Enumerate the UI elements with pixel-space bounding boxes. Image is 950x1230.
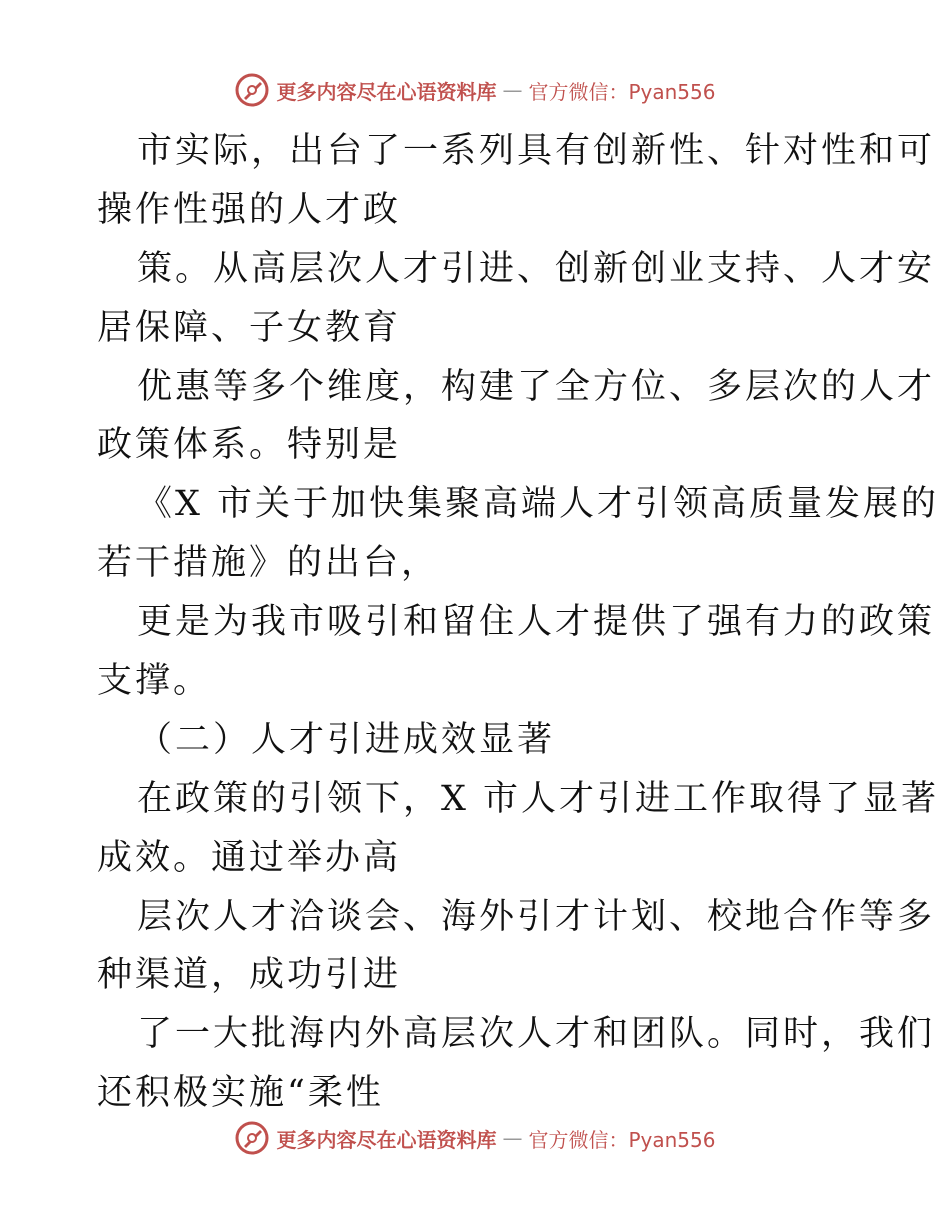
paragraph-1-line-1: 市实际，出台了一系列具有创新性、针对性和可 xyxy=(137,131,936,171)
header-watermark xyxy=(0,70,950,110)
document-body xyxy=(97,122,940,1123)
paragraph-3-line-2: 政策体系。特别是 xyxy=(97,425,402,466)
paragraph-6-line-1: 在政策的引领下，X 市人才引进工作取得了显著 xyxy=(137,778,940,819)
paragraph-2-line-2: 居保障、子女教育 xyxy=(97,307,402,348)
paragraph-4-line-1: 《X 市关于加快集聚高端人才引领高质量发展的 xyxy=(137,484,940,525)
watermark-brand: 更多内容尽在心语资料库 xyxy=(276,79,497,104)
watermark-suffix: 官方微信：Pyan556 xyxy=(528,79,716,104)
paragraph-6-line-2: 成效。通过举办高 xyxy=(97,837,402,878)
paragraph-3-line-1: 优惠等多个维度，构建了全方位、多层次的人才 xyxy=(137,366,936,407)
watermark-dash: — xyxy=(502,1126,523,1150)
paragraph-7-line-2: 种渠道，成功引进 xyxy=(97,955,402,996)
watermark-dash: — xyxy=(502,78,523,102)
paragraph-2-line-1: 策。从高层次人才引进、创新创业支持、人才安 xyxy=(137,248,936,289)
paragraph-4-line-2: 若干措施》的出台， xyxy=(97,543,440,584)
paragraph-1-line-2: 操作性强的人才政 xyxy=(97,189,402,230)
watermark-suffix: 官方微信：Pyan556 xyxy=(528,1127,716,1152)
paragraph-7-line-1: 层次人才洽谈会、海外引才计划、校地合作等多 xyxy=(137,896,936,937)
pen-logo-icon xyxy=(234,72,270,108)
pen-logo-icon xyxy=(234,1120,270,1156)
paragraph-8-line-1: 了一大批海内外高层次人才和团队。同时，我们 xyxy=(137,1014,936,1055)
paragraph-5-line-2: 支撑。 xyxy=(97,661,212,702)
watermark-brand: 更多内容尽在心语资料库 xyxy=(276,1127,497,1152)
paragraph-8-line-2: 还积极实施“柔性 xyxy=(97,1073,384,1114)
footer-watermark xyxy=(0,1118,950,1158)
paragraph-5-line-1: 更是为我市吸引和留住人才提供了强有力的政策 xyxy=(137,602,936,643)
section-heading: （二）人才引进成效显著 xyxy=(137,719,556,760)
